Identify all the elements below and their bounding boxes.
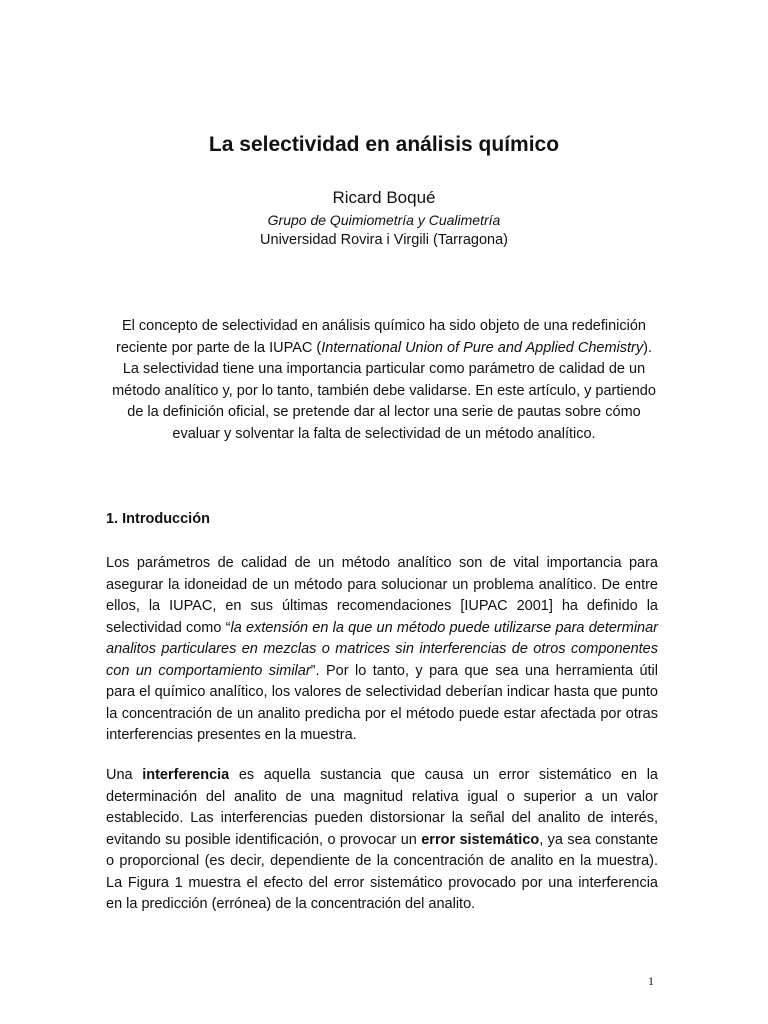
term-interferencia: interferencia [142, 767, 230, 783]
selectivity-definition-quote: la extensión en la que un método puede utilizarse para determinar analitos particulares en mezclas o matrices sin interferencias de otros componentes con un comportamiento similar [106, 619, 659, 679]
university-affiliation: Universidad Rovira i Virgili (Tarragona) [260, 232, 508, 248]
research-group: Grupo de Quimiometría y Cualimetría [267, 212, 501, 228]
page-number: 1 [648, 974, 654, 988]
paragraph2-text-part2: es aquella sustancia que causa un error sistemático en la determinación del analito de una magnitud relativa igual o superior a un valor establecido. Las interferencias pueden distorsionar la señal del analito de interés, evitando su posible identificación, o provocar un [106, 767, 658, 848]
introduction-paragraph-2 [106, 765, 658, 916]
abstract-text-part1: El concepto de selectividad en análisis químico ha sido objeto de una redefinición reciente por parte de la IUPAC ( [116, 318, 646, 356]
paper-title: La selectividad en análisis químico [208, 133, 560, 156]
paragraph1-text-part2: ”. Por lo tanto, y para que sea una herramienta útil para el químico analítico, los valores de selectividad deberían indicar hasta que punto la concentración de un analito predicha por el método puede estar afectada por otras interferencias presentes en la muestra. [106, 662, 658, 743]
introduction-paragraph-1 [106, 553, 658, 747]
section-heading-introduction: 1. Introducción [106, 511, 210, 527]
term-error-sistematico: error sistemático [421, 831, 540, 848]
paragraph2-text-part1: Una [106, 767, 143, 783]
paragraph2-text-part3: , ya sea constante o proporcional (es decir, dependiente de la concentración de analito en la muestra). La Figura 1 muestra el efecto del error sistemático provocado por una interferencia en la predicción (errónea) de la concentración del analito. [106, 831, 659, 912]
abstract-text-part2: ). La selectividad tiene una importancia particular como parámetro de calidad de un método analítico y, por lo tanto, también debe validarse. En este artículo, y partiendo de la definición oficial, se pretende dar al lector una serie de pautas sobre cómo evaluar y solventar la falta de selectividad de un método analítico. [112, 339, 656, 442]
author-name: Ricard Boqué [332, 188, 436, 207]
abstract [106, 316, 662, 445]
paragraph1-text-part1: Los parámetros de calidad de un método analítico son de vital importancia para asegurar la idoneidad de un método para solucionar un problema analítico. De entre ellos, la IUPAC, en sus últimas recomendaciones [IUPAC 2001] ha definido la selectividad como “ [106, 555, 658, 636]
abstract-italic-text: International Union of Pure and Applied Chemistry [321, 339, 644, 356]
